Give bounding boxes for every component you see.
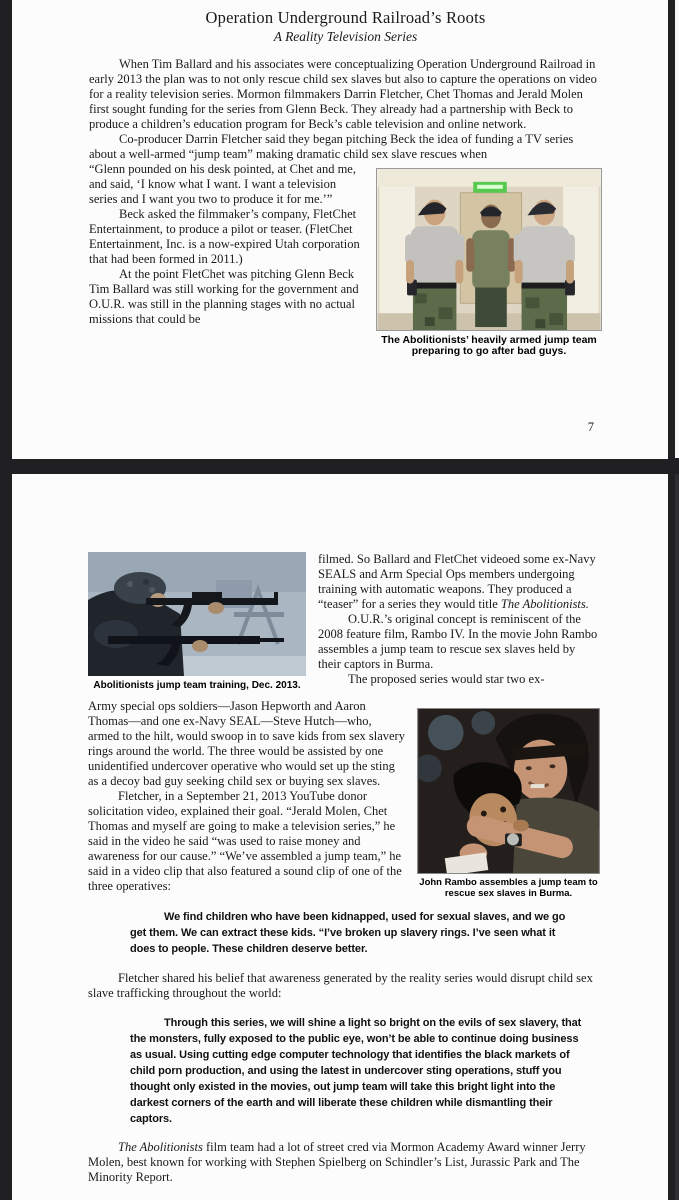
paragraph-soldiers: Army special ops soldiers—Jason Hepworth and Aaron Thomas—and one ex-Navy SEAL—Steve Hutch—who, armed to the hilt, would swoop in to save kids from sex slavery rings around the world. The three would be assisted by one unidentified undercover operative who would set up the sting as a decoy bad guy seeking child sex or buying sex slaves. [88,699,405,788]
document-title: Operation Underground Railroad’s Roots [205,8,486,27]
page-2 [12,474,668,1200]
paragraph-glenn-quote: “Glenn pounded on his desk pointed, at Chet and me, and said, ‘I know what I want. I want a television series and I want you two to produce it for me.’” [89,162,356,206]
paragraph-filmed-text: filmed. So Ballard and FletChet videoed some ex-Navy SEALS and Arm Special Ops members undergoing training with automatic weapons. They produced a “teaser” for a series they would title [318,552,596,611]
page-number: 7 [587,420,594,434]
paragraph-proposed-series: The proposed series would star two ex- [348,672,545,686]
jump-team-photo-caption: The Abolitionists’ heavily armed jump team preparing to go after bad guys. [381,334,597,357]
block-quote-through-this-series: Through this series, we will shine a light so bright on the evils of sex slavery, that the monsters, fully exposed to the public eye, won’t be able to continue doing business as usual. Using cutting edge computer technology that identifies the black markets of child porn production, and using the latest in undercover sting operations, stuff you thought only existed in the movies, out jump team will take this bright light into the darkest corners of the earth and will liberate these children while dismantling their captors. [130,1017,582,1125]
rambo-photo-caption: John Rambo assembles a jump team to rescue sex slaves in Burma. [419,877,598,899]
text-wrap-block-top [88,552,600,691]
paragraph-fletchet: Beck asked the filmmaker’s company, FletChet Entertainment, to produce a pilot or teaser. (FletChet Entertainment, Inc. is a now-expired Utah corporation that had been formed in 2011.) [89,207,360,266]
paragraph-film-team-text: film team had a lot of street cred via Mormon Academy Award winner Jerry Molen, best known for working with Stephen Spielberg on Schindler’s List, Jurassic Park and The Minority Report. [88,1140,586,1184]
abolitionists-title-italic: The Abolitionists. [500,597,589,611]
document-subtitle: A Reality Television Series [273,29,418,44]
adjacent-page-edge [675,0,679,458]
paragraph-youtube: Fletcher, in a September 21, 2013 YouTube donor solicitation video, explained their goal. “Jerald Molen, Chet Thomas and myself are going to make a television series,” he said in the video he said “was used to raise money and awareness for our cause.” “We’ve assembled a jump team,” he said in a video clip that also featured a sound clip of one of the three operatives: [88,789,402,893]
block-quote-we-find-children: We find children who have been kidnapped, used for sexual slaves, and we go get them. We can extract these kids. “I’ve broken up slavery rings. I’ve seen what it does to people. These children deserve better. [130,911,566,955]
paragraph-rambo-concept: O.U.R.’s original concept is reminiscent of the 2008 feature film, Rambo IV. In the movie John Rambo assembles a jump team to rescue sex slaves held by their captors in Burma. [318,612,598,671]
training-photo-caption: Abolitionists jump team training, Dec. 2013. [93,680,301,691]
text-wrap-block-middle [88,699,600,899]
abolitionists-italic: The Abolitionists [118,1140,203,1154]
paragraph-intro: When Tim Ballard and his associates were conceptualizing Operation Underground Railroad in early 2013 the plan was to not only rescue child sex slaves but also to capture the operations on video for a reality television series. Mormon filmmakers Darrin Fletcher, Chet Thomas and Jerald Molen first sought funding for the series from Glenn Beck. They already had a partnership with Beck to produce a children’s education program for Beck’s cable television and online network. [89,57,597,131]
rambo-photo [417,708,600,874]
training-photo [88,552,306,676]
page-1 [12,0,668,459]
right-gutter [675,474,679,1200]
training-figure [88,552,306,691]
text-wrap-block [89,162,602,357]
rambo-figure [417,708,600,899]
jump-team-photo [376,168,602,331]
paragraph-coproducer: Co-producer Darrin Fletcher said they began pitching Beck the idea of funding a TV series about a well-armed “jump team” making dramatic child sex slave rescues when [89,132,574,161]
jump-team-figure [376,168,602,357]
paragraph-planning: At the point FletChet was pitching Glenn Beck Tim Ballard was still working for the government and O.U.R. was still in the planning stages with no actual missions that could be [89,267,359,326]
paragraph-film-team [88,1140,600,1185]
paragraph-fletcher-belief: Fletcher shared his belief that awareness generated by the reality series would disrupt child sex slave trafficking throughout the world: [88,971,593,1000]
